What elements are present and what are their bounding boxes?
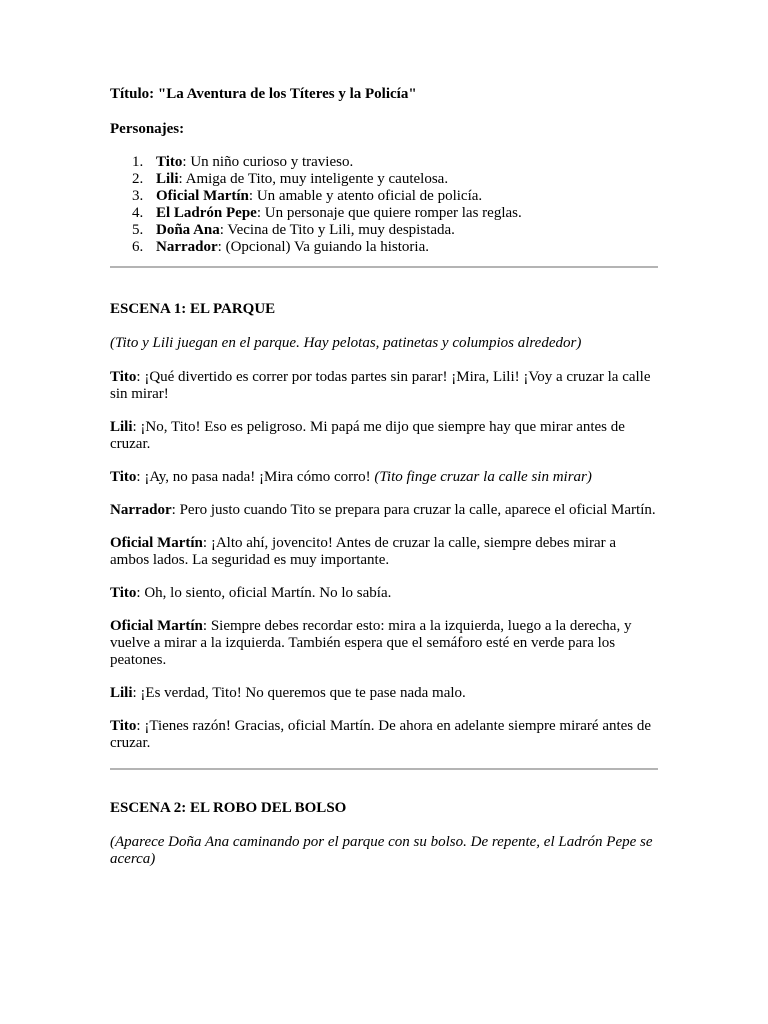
dialogue-speaker: Lili [110, 685, 133, 701]
dialogue-speaker: Oficial Martín [110, 618, 203, 634]
cast-item-desc: : Un amable y atento oficial de policía. [248, 188, 483, 204]
dialogue-line [110, 618, 658, 669]
dialogue-line [110, 718, 658, 752]
dialogue-speaker: Tito [110, 585, 137, 601]
cast-heading: Personajes: [110, 121, 185, 137]
dialogue-text: : Oh, lo siento, oficial Martín. No lo sabía. [136, 585, 392, 601]
dialogue-text: : ¡Es verdad, Tito! No queremos que te pase nada malo. [132, 685, 466, 701]
cast-item [110, 205, 658, 222]
dialogue-speaker: Oficial Martín [110, 535, 203, 551]
cast-item-number: 5. [132, 222, 144, 238]
cast-item-desc: : Amiga de Tito, muy inteligente y cautelosa. [178, 171, 449, 187]
cast-item-number: 3. [132, 188, 144, 204]
document-page [110, 86, 658, 868]
dialogue-text: : Siempre debes recordar esto: mira a la izquierda, luego a la derecha, y vuelve a mirar a la izquierda. También espera que el semáforo esté en verde para los peatones. [110, 618, 632, 668]
cast-item-number: 2. [132, 171, 144, 187]
dialogue-line [110, 419, 658, 453]
dialogue-line [110, 369, 658, 403]
scene-1-stage-direction: (Tito y Lili juegan en el parque. Hay pelotas, patinetas y columpios alrededor) [110, 335, 582, 351]
dialogue-speaker: Tito [110, 369, 137, 385]
dialogue-line [110, 585, 658, 602]
cast-list [110, 154, 658, 256]
cast-item-number: 6. [132, 239, 144, 255]
dialogue-line [110, 469, 658, 486]
dialogue-line [110, 535, 658, 569]
dialogue-speaker: Lili [110, 419, 133, 435]
cast-item-number: 4. [132, 205, 144, 221]
stage-aside: (Tito finge cruzar la calle sin mirar) [374, 469, 592, 485]
dialogue-text: : ¡No, Tito! Eso es peligroso. Mi papá me dijo que siempre hay que mirar antes de cruzar. [110, 419, 625, 452]
cast-item-desc: : Un niño curioso y travieso. [182, 154, 354, 170]
cast-item [110, 222, 658, 239]
cast-item-name: El Ladrón Pepe [156, 205, 257, 221]
scene-2-heading: ESCENA 2: EL ROBO DEL BOLSO [110, 800, 347, 816]
dialogue-text: : ¡Alto ahí, jovencito! Antes de cruzar la calle, siempre debes mirar a ambos lados. La seguridad es muy importante. [110, 535, 617, 568]
dialogue-speaker: Tito [110, 718, 137, 734]
cast-item-desc: : Vecina de Tito y Lili, muy despistada. [219, 222, 455, 238]
dialogue-speaker: Narrador [110, 502, 172, 518]
dialogue-speaker: Tito [110, 469, 137, 485]
dialogue-text: : ¡Ay, no pasa nada! ¡Mira cómo corro! [136, 469, 375, 485]
dialogue-text: : Pero justo cuando Tito se prepara para cruzar la calle, aparece el oficial Martín. [171, 502, 656, 518]
horizontal-divider [110, 266, 658, 268]
cast-item-desc: : Un personaje que quiere romper las reglas. [256, 205, 522, 221]
cast-item-number: 1. [132, 154, 144, 170]
horizontal-divider [110, 768, 658, 770]
cast-item [110, 188, 658, 205]
dialogue-line [110, 502, 658, 519]
scene-2-stage-direction: (Aparece Doña Ana caminando por el parque con su bolso. De repente, el Ladrón Pepe se acerca) [110, 834, 653, 867]
cast-item [110, 154, 658, 171]
cast-item-desc: : (Opcional) Va guiando la historia. [217, 239, 429, 255]
dialogue-line [110, 685, 658, 702]
cast-item [110, 239, 658, 256]
cast-item-name: Tito [156, 154, 183, 170]
scene-1-heading: ESCENA 1: EL PARQUE [110, 301, 276, 317]
script-title: Título: "La Aventura de los Títeres y la Policía" [110, 86, 417, 102]
cast-item-name: Oficial Martín [156, 188, 249, 204]
dialogue-text: : ¡Tienes razón! Gracias, oficial Martín. De ahora en adelante siempre miraré antes de cruzar. [110, 718, 652, 751]
dialogue-text: : ¡Qué divertido es correr por todas partes sin parar! ¡Mira, Lili! ¡Voy a cruzar la calle sin mirar! [110, 369, 651, 402]
cast-item [110, 171, 658, 188]
cast-item-name: Narrador [156, 239, 218, 255]
cast-item-name: Doña Ana [156, 222, 220, 238]
cast-item-name: Lili [156, 171, 179, 187]
